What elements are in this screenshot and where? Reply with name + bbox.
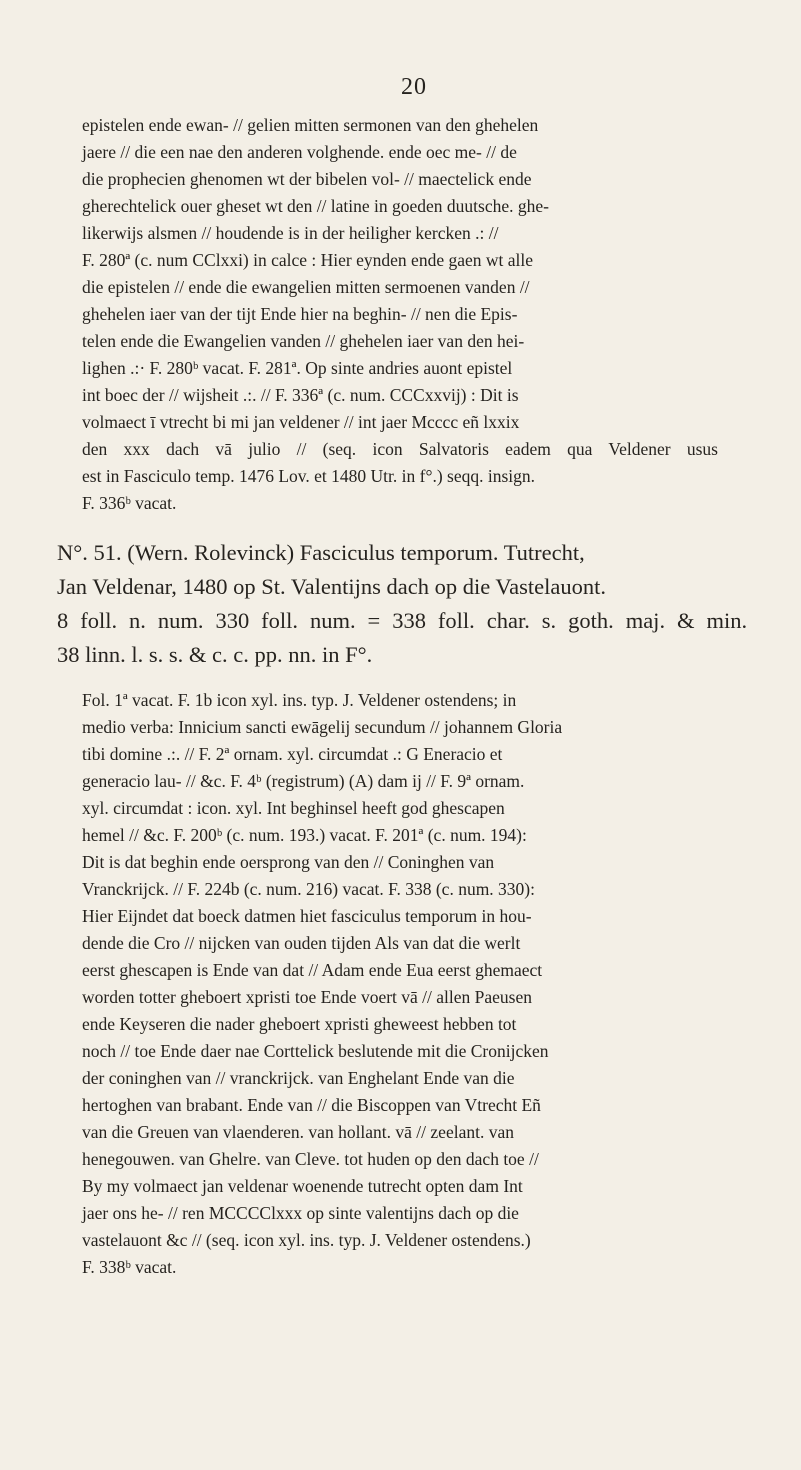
text-line: ende Keyseren die nader gheboert xpristi gheweest hebben tot [82,1014,517,1034]
text-line: By my volmaect jan veldenar woenende tutrecht opten dam Int [82,1176,523,1196]
heading-line: 38 linn. l. s. s. & c. c. pp. nn. in F°. [57,642,373,667]
text-line: F. 280ª (c. num CClxxi) in calce : Hier eynden ende gaen wt alle [82,250,534,270]
heading-line: 8 foll. n. num. 330 foll. num. = 338 foll. char. s. goth. maj. & min. [57,608,748,633]
text-line: Vranckrijck. // F. 224b (c. num. 216) vacat. F. 338 (c. num. 330): [82,879,536,899]
text-line: die prophecien ghenomen wt der bibelen vol- // maectelick ende [82,169,532,189]
text-line: dende die Cro // nijcken van ouden tijden Als van dat die werlt [82,933,521,953]
text-line: likerwijs alsmen // houdende is in der heiligher kercken .: // [82,223,499,243]
text-line: lighen .:· F. 280ᵇ vacat. F. 281ª. Op sinte andries auont epistel [82,358,513,378]
text-line: hemel // &c. F. 200ᵇ (c. num. 193.) vacat. F. 201ª (c. num. 194): [82,825,527,845]
text-line: Fol. 1ª vacat. F. 1b icon xyl. ins. typ. J. Veldener ostendens; in [82,690,517,710]
page-number: 20 [401,74,427,100]
text-line: Dit is dat beghin ende oersprong van den // Coninghen van [82,852,495,872]
text-line: F. 336ᵇ vacat. [82,493,177,513]
text-line: van die Greuen van vlaenderen. van hollant. vā // zeelant. van [82,1122,514,1142]
text-line: vastelauont &c // (seq. icon xyl. ins. typ. J. Veldener ostendens.) [82,1230,531,1250]
heading-line: Jan Veldenar, 1480 op St. Valentijns dach op die Vastelauont. [57,574,607,599]
text-line: est in Fasciculo temp. 1476 Lov. et 1480 Utr. in f°.) seqq. insign. [82,466,536,486]
text-line: medio verba: Innicium sancti ewāgelij secundum // johannem Gloria [82,717,563,737]
text-line: den xxx dach vā julio // (seq. icon Salvatoris eadem qua Veldener usus [82,439,718,459]
text-line: epistelen ende ewan- // gelien mitten sermonen van den ghehelen [82,115,539,135]
text-line: ghehelen iaer van der tijt Ende hier na beghin- // nen die Epis- [82,304,518,324]
text-line: jaere // die een nae den anderen volghende. ende oec me- // de [82,142,517,162]
text-line: tibi domine .:. // F. 2ª ornam. xyl. circumdat .: G Eneracio et [82,744,503,764]
text-line: eerst ghescapen is Ende van dat // Adam ende Eua eerst ghemaect [82,960,543,980]
text-line: generacio lau- // &c. F. 4ᵇ (registrum) (A) dam ij // F. 9ª ornam. [82,771,525,791]
text-line: Hier Eijndet dat boeck datmen hiet fasciculus temporum in hou- [82,906,532,926]
text-line: volmaect ī vtrecht bi mi jan veldener // int jaer Mcccc eñ lxxix [82,412,520,432]
text-line: gherechtelick ouer gheset wt den // latine in goeden duutsche. ghe- [82,196,549,216]
text-line: xyl. circumdat : icon. xyl. Int beghinsel heeft god ghescapen [82,798,505,818]
text-line: worden totter gheboert xpristi toe Ende voert vā // allen Paeusen [82,987,533,1007]
text-line: henegouwen. van Ghelre. van Cleve. tot huden op den dach toe // [82,1149,539,1169]
text-line: noch // toe Ende daer nae Corttelick beslutende mit die Cronijcken [82,1041,549,1061]
text-line: der coninghen van // vranckrijck. van Enghelant Ende van die [82,1068,515,1088]
text-line: int boec der // wijsheit .:. // F. 336ª (c. num. CCCxxvij) : Dit is [82,385,519,405]
text-line: die epistelen // ende die ewangelien mitten sermoenen vanden // [82,277,530,297]
heading-line: N°. 51. (Wern. Rolevinck) Fasciculus temporum. Tutrecht, [57,540,585,565]
text-line: telen ende die Ewangelien vanden // ghehelen iaer van den hei- [82,331,525,351]
text-line: jaer ons he- // ren MCCCClxxx op sinte valentijns dach op die [82,1203,519,1223]
text-line: hertoghen van brabant. Ende van // die Biscoppen van Vtrecht Eñ [82,1095,541,1115]
text-line: F. 338ᵇ vacat. [82,1257,177,1277]
